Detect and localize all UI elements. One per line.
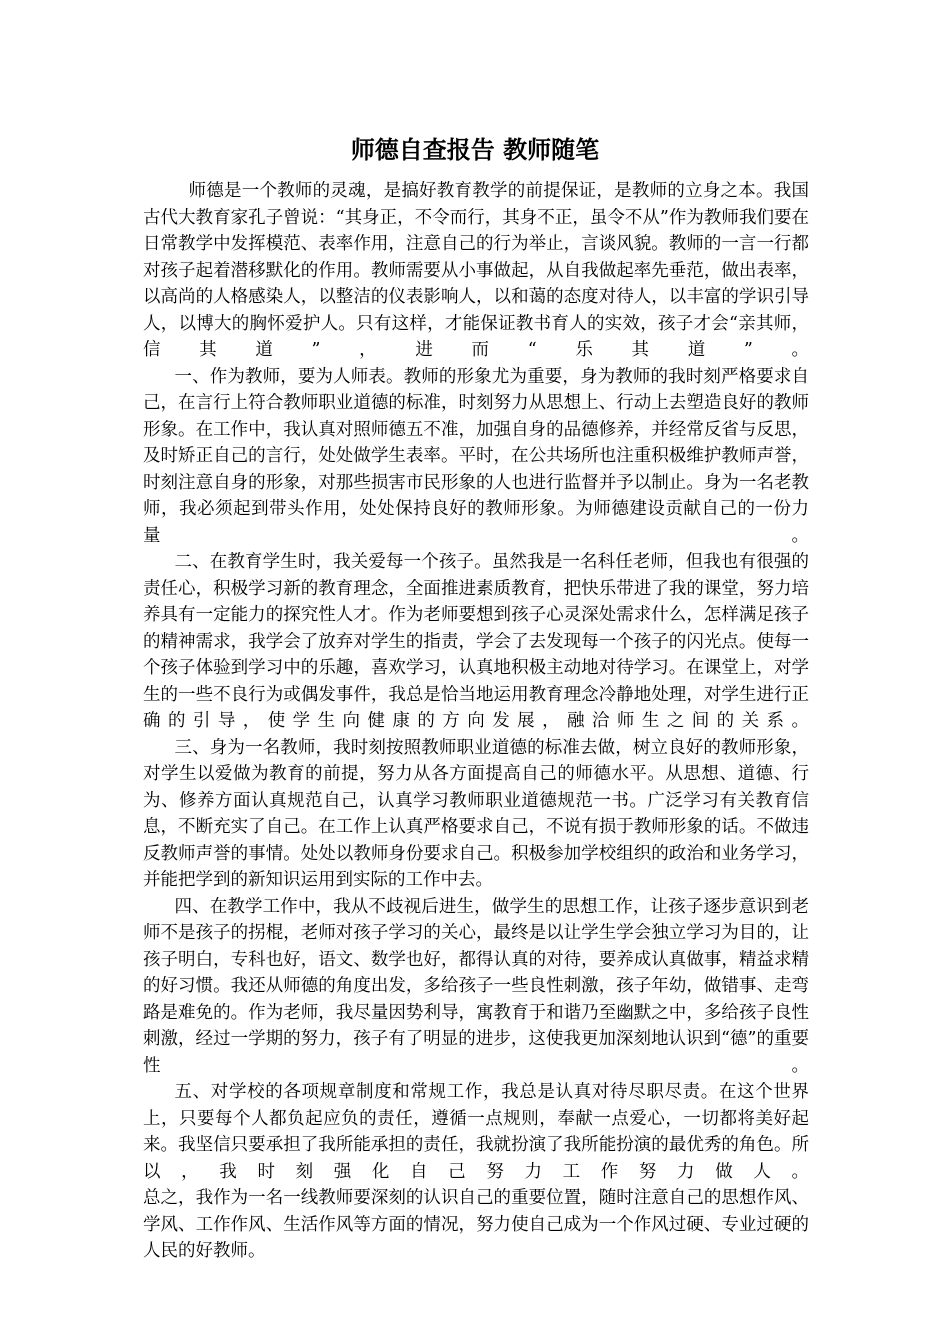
paragraph-3: 三、身为一名教师，我时刻按照教师职业道德的标准去做，树立良好的教师形象，对学生以爱做为教育的前提，努力从各方面提高自己的师德水平。从思想、道德、行为、修养方面认真规范自己，认真学习教师职业道德规范一书。广泛学习有关教育信息，不断充实了自己。在工作上认真严格要求自己，不说有损于教师形象的话。不做违反教师声誉的事情。处处以教师身份要求自己。积极参加学校组织的政治和业务学习，并能把学到的新知识运用到实际的工作中去。: [143, 737, 809, 890]
document-title: 师德自查报告 教师随笔: [350, 136, 600, 164]
paragraph-5: 五、对学校的各项规章制度和常规工作，我总是认真对待尽职尽责。在这个世界上，只要每个人都负起应负的责任，遵循一点规则，奉献一点爱心，一切都将美好起来。我坚信只要承担了我所能承担的责任，我就扮演了我所能扮演的最优秀的角色。所以，我时刻强化自己努力工作努力做人。: [143, 1082, 809, 1182]
paragraph-4: 四、在教学工作中，我从不歧视后进生，做学生的思想工作，让孩子逐步意识到老师不是孩子的拐棍，老师对孩子学习的关心，最终是以让学生学会独立学习为目的，让孩子明白，专科也好，语文、数学也好，都得认真的对待，要养成认真做事，精益求精的好习惯。我还从师德的角度出发，多给孩子一些良性刺激，孩子年幼，做错事、走弯路是难免的。作为老师，我尽量因势利导，寓教育于和谐乃至幽默之中，多给孩子良性刺激，经过一学期的努力，孩子有了明显的进步，这使我更加深刻地认识到“德”的重要性。: [143, 896, 809, 1076]
paragraph-2: 二、在教育学生时，我关爱每一个孩子。虽然我是一名科任老师，但我也有很强的责任心，积极学习新的教育理念，全面推进素质教育，把快乐带进了我的课堂，努力培养具有一定能力的探究性人才。作为老师要想到孩子心灵深处需求什么，怎样满足孩子的精神需求，我学会了放弃对学生的指责，学会了去发现每一个孩子的闪光点。使每一个孩子体验到学习中的乐趣，喜欢学习，认真地积极主动地对待学习。在课堂上，对学生的一些不良行为或偶发事件，我总是恰当地运用教育理念冷静地处理，对学生进行正确的引导，使学生向健康的方向发展，融洽师生之间的关系。: [143, 552, 809, 731]
paragraph-intro: 师德是一个教师的灵魂，是搞好教育教学的前提保证，是教师的立身之本。我国古代大教育家孔子曾说：“其身正，不令而行，其身不正，虽令不从”作为教师我们要在日常教学中发挥模范、表率作用，注意自己的行为举止，言谈风貌。教师的一言一行都对孩子起着潜移默化的作用。教师需要从小事做起，从自我做起率先垂范，做出表率，以高尚的人格感染人，以整洁的仪表影响人，以和蔼的态度对待人，以丰富的学识引导人，以博大的胸怀爱护人。只有这样，才能保证教书育人的实效，孩子才会“亲其师，信其道”，进而“乐其道”。: [143, 181, 809, 360]
document-body: [143, 178, 809, 1265]
paragraph-1: 一、作为教师，要为人师表。教师的形象尤为重要，身为教师的我时刻严格要求自己，在言行上符合教师职业道德的标准，时刻努力从思想上、行动上去塑造良好的教师形象。在工作中，我认真对照师德五不准，加强自身的品德修养，并经常反省与反思，及时矫正自己的言行，处处做学生表率。平时，在公共场所也注重积极维护教师声誉，时刻注意自身的形象，对那些损害市民形象的人也进行监督并予以制止。身为一名老教师，我必须起到带头作用，处处保持良好的教师形象。为师德建设贡献自己的一份力量。: [143, 366, 809, 546]
paragraph-conclusion: 总之，我作为一名一线教师要深刻的认识自己的重要位置，随时注意自己的思想作风、学风、工作作风、生活作风等方面的情况，努力使自己成为一个作风过硬、专业过硬的人民的好教师。: [143, 1188, 809, 1261]
